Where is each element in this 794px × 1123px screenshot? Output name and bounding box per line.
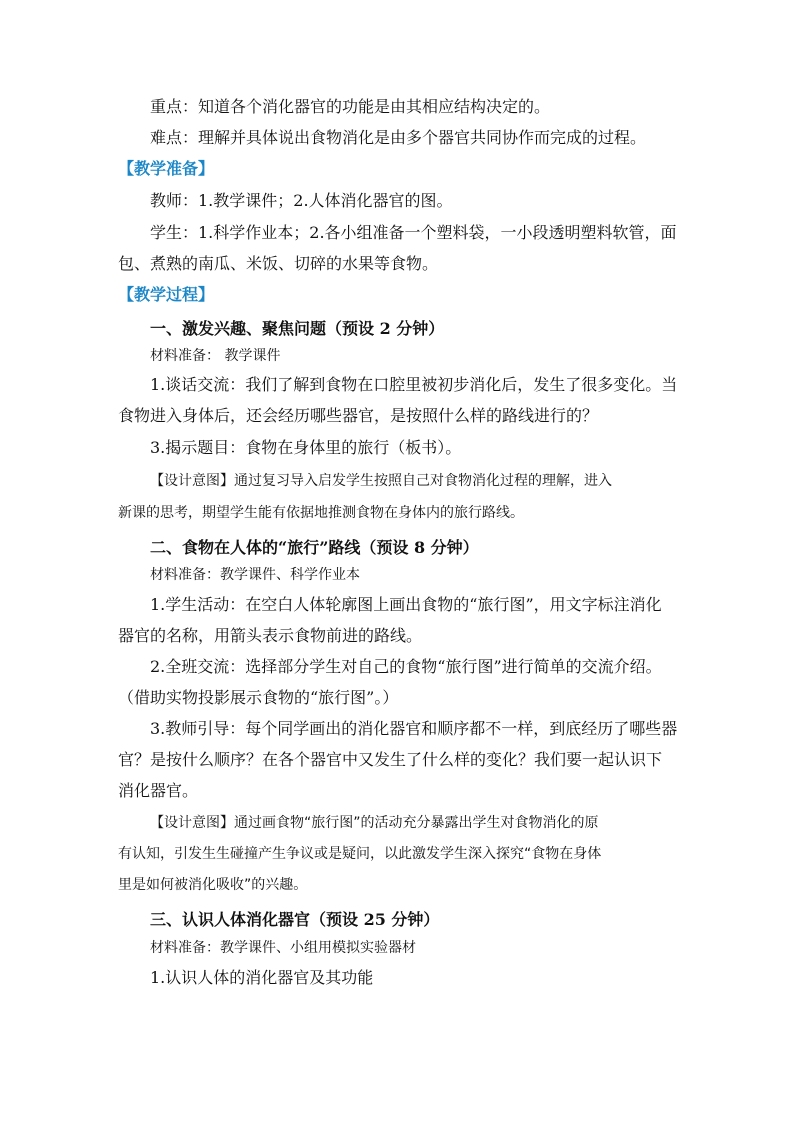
part2-design-intent-line1: 【设计意图】通过画食物“旅行图”的活动充分暴露出学生对食物消化的原 — [150, 815, 599, 831]
part2-item2-line1: 2.全班交流：选择部分学生对自己的食物“旅行图”进行简单的交流介绍。 — [150, 657, 662, 676]
difficult-point: 难点：理解并具体说出食物消化是由多个器官共同协作而完成的过程。 — [150, 128, 647, 147]
part1-design-intent-line1: 【设计意图】通过复习导入启发学生按照自己对食物消化过程的理解，进入 — [150, 473, 612, 489]
part2-item3-line3: 消化器官。 — [118, 781, 199, 800]
part1-materials: 材料准备： 教学课件 — [150, 348, 281, 364]
part2-item3-line2: 官？是按什么顺序？在各个器官中又发生了什么样的变化？我们要一起认识下 — [118, 750, 663, 769]
part3-title: 三、认识人体消化器官（预设 25 分钟） — [150, 910, 440, 929]
part1-design-intent-line2: 新课的思考，期望学生能有依据地推测食物在身体内的旅行路线。 — [118, 505, 524, 521]
part2-item3-line1: 3.教师引导：每个同学画出的消化器官和顺序都不一样，到底经历了哪些器 — [150, 719, 678, 738]
student-preparation-line2: 包、煮熟的南瓜、米饭、切碎的水果等食物。 — [118, 254, 439, 273]
part1-item1-line1: 1.谈话交流：我们了解到食物在口腔里被初步消化后，发生了很多变化。当 — [150, 375, 678, 394]
student-preparation-line1: 学生：1.科学作业本；2.各小组准备一个塑料袋，一小段透明塑料软管，面 — [150, 223, 677, 242]
part2-item2-line2: （借助实物投影展示食物的“旅行图”。） — [118, 688, 399, 707]
part2-materials: 材料准备：教学课件、科学作业本 — [150, 567, 360, 583]
key-point: 重点：知道各个消化器官的功能是由其相应结构决定的。 — [150, 97, 551, 116]
part3-materials: 材料准备：教学课件、小组用模拟实验器材 — [150, 940, 416, 956]
part1-item3: 3.揭示题目：食物在身体里的旅行（板书）。 — [150, 438, 462, 457]
part2-design-intent-line2: 有认知，引发生生碰撞产生争议或是疑问，以此激发学生深入探究“食物在身体 — [118, 846, 602, 862]
part3-item1: 1.认识人体的消化器官及其功能 — [150, 968, 374, 987]
teacher-preparation: 教师：1.教学课件；2.人体消化器官的图。 — [150, 191, 453, 210]
part2-item1-line1: 1.学生活动：在空白人体轮廓图上画出食物的“旅行图”，用文字标注消化 — [150, 595, 662, 614]
part2-item1-line2: 器官的名称，用箭头表示食物前进的路线。 — [118, 626, 423, 645]
part2-title: 二、食物在人体的“旅行”路线（预设 8 分钟） — [150, 538, 479, 557]
part1-item1-line2: 食物进入身体后，还会经历哪些器官，是按照什么样的路线进行的？ — [118, 406, 599, 425]
part2-design-intent-line3: 里是如何被消化吸收”的兴趣。 — [118, 877, 308, 893]
part1-title: 一、激发兴趣、聚焦问题（预设 2 分钟） — [150, 319, 445, 338]
section-heading-process: 【教学过程】 — [118, 285, 215, 304]
section-heading-preparation: 【教学准备】 — [118, 159, 215, 178]
